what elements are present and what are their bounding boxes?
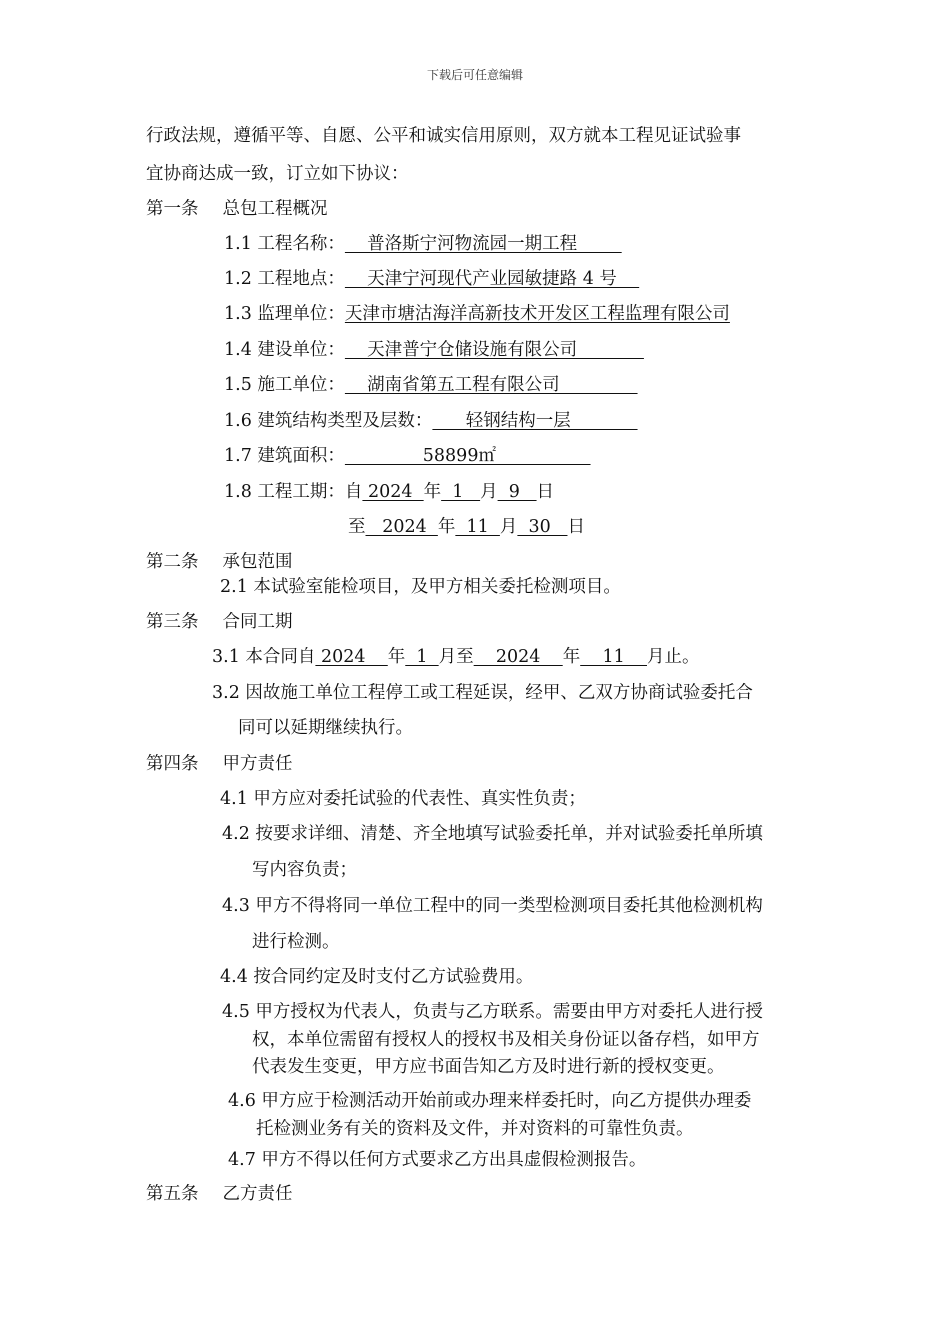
contractor-value: 湖南省第五工程有限公司	[344, 375, 638, 395]
contract-month-end: 11	[580, 647, 647, 667]
item-4-6-line-1: 4.6 甲方应于检测活动开始前或办理来样委托时，向乙方提供办理委	[228, 1091, 752, 1111]
unit-year: 年	[423, 482, 442, 502]
to-month: 11	[455, 517, 500, 537]
field-label: 1.4 建设单位：	[224, 340, 345, 360]
contract-year-end: 2024	[473, 647, 563, 667]
unit-year: 年	[437, 517, 456, 537]
intro-line-2: 宜协商达成一致，订立如下协议：	[146, 164, 409, 184]
text: 月至	[438, 647, 474, 667]
article-title: 甲方责任	[222, 754, 293, 774]
field-label: 1.6 建筑结构类型及层数：	[224, 411, 433, 431]
period-from-row	[224, 480, 554, 504]
item-4-5-line-1: 4.5 甲方授权为代表人，负责与乙方联系。需要由甲方对委托人进行授	[222, 1002, 763, 1022]
page-header: 下载后可任意编辑	[426, 68, 523, 82]
article-number: 第四条	[146, 754, 199, 774]
text: 月止。	[646, 647, 700, 667]
item-4-5-line-3: 代表发生变更，甲方应书面告知乙方及时进行新的授权变更。	[252, 1057, 725, 1077]
field-label: 1.2 工程地点：	[224, 269, 345, 289]
project-location-value: 天津宁河现代产业园敏捷路 4 号	[344, 269, 640, 289]
structure-row	[224, 409, 638, 433]
article-3-heading	[146, 610, 293, 634]
item-4-3-line-2: 进行检测。	[252, 932, 340, 952]
to-year: 2024	[365, 517, 438, 537]
field-label: 1.7 建筑面积：	[224, 446, 345, 466]
article-title: 合同工期	[222, 612, 293, 632]
article-4-heading	[146, 752, 293, 776]
field-label: 1.1 工程名称：	[224, 234, 345, 254]
text: 3.1 本合同自	[212, 647, 316, 667]
text: 年	[387, 647, 406, 667]
field-label: 1.5 施工单位：	[224, 375, 345, 395]
item-3-2-line-2: 同可以延期继续执行。	[238, 718, 413, 738]
item-4-2-line-2: 写内容负责；	[252, 860, 357, 880]
text: 年	[562, 647, 581, 667]
area-value: 58899㎡	[344, 446, 591, 466]
article-title: 承包范围	[222, 552, 293, 572]
to-day: 30	[517, 517, 568, 537]
article-5-heading	[146, 1182, 293, 1206]
structure-value: 轻钢结构一层	[432, 411, 638, 431]
article-number: 第一条	[146, 199, 199, 219]
developer-value: 天津普宁仓储设施有限公司	[344, 340, 644, 360]
item-4-5-line-2: 权，本单位需留有授权人的授权书及相关身份证以备存档，如甲方	[252, 1030, 760, 1050]
unit-month: 月	[499, 517, 518, 537]
area-row	[224, 444, 591, 468]
from-month: 1	[441, 482, 481, 502]
period-to-label: 至	[348, 517, 366, 537]
item-4-4: 4.4 按合同约定及时支付乙方试验费用。	[220, 967, 534, 987]
contract-period-row	[212, 645, 699, 669]
article-number: 第三条	[146, 612, 199, 632]
unit-day: 日	[536, 482, 555, 502]
from-year: 2024	[362, 482, 424, 502]
supervisor-row	[224, 302, 730, 326]
unit-day: 日	[567, 517, 585, 537]
period-to-row	[348, 515, 585, 539]
item-4-2-line-1: 4.2 按要求详细、清楚、齐全地填写试验委托单，并对试验委托单所填	[222, 824, 763, 844]
contract-month-start: 1	[405, 647, 439, 667]
intro-line-1: 行政法规，遵循平等、自愿、公平和诚实信用原则，双方就本工程见证试验事	[146, 126, 741, 146]
project-name-row	[224, 232, 622, 256]
unit-month: 月	[480, 482, 498, 502]
article-1-heading	[146, 197, 328, 221]
item-4-7: 4.7 甲方不得以任何方式要求乙方出具虚假检测报告。	[228, 1150, 647, 1170]
item-4-1: 4.1 甲方应对委托试验的代表性、真实性负责；	[220, 789, 586, 809]
item-3-2-line-1: 3.2 因故施工单位工程停工或工程延误，经甲、乙双方协商试验委托合	[212, 683, 753, 703]
supervisor-value: 天津市塘沽海洋高新技术开发区工程监理有限公司	[344, 304, 730, 324]
project-location-row	[224, 267, 639, 291]
article-number: 第五条	[146, 1184, 199, 1204]
article-2-heading	[146, 550, 293, 574]
item-4-3-line-1: 4.3 甲方不得将同一单位工程中的同一类型检测项目委托其他检测机构	[222, 896, 763, 916]
developer-row	[224, 338, 644, 362]
contract-year-start: 2024	[315, 647, 388, 667]
from-day: 9	[497, 482, 537, 502]
article-title: 总包工程概况	[222, 199, 328, 219]
project-name-value: 普洛斯宁河物流园一期工程	[344, 234, 622, 254]
article-number: 第二条	[146, 552, 199, 572]
item-4-6-line-2: 托检测业务有关的资料及文件，并对资料的可靠性负责。	[256, 1119, 694, 1139]
contractor-row	[224, 373, 638, 397]
field-label: 1.8 工程工期：	[224, 482, 345, 502]
period-from-label: 自	[344, 482, 363, 502]
field-label: 1.3 监理单位：	[224, 304, 345, 324]
scope-item: 2.1 本试验室能检项目，及甲方相关委托检测项目。	[220, 577, 621, 597]
article-title: 乙方责任	[222, 1184, 293, 1204]
